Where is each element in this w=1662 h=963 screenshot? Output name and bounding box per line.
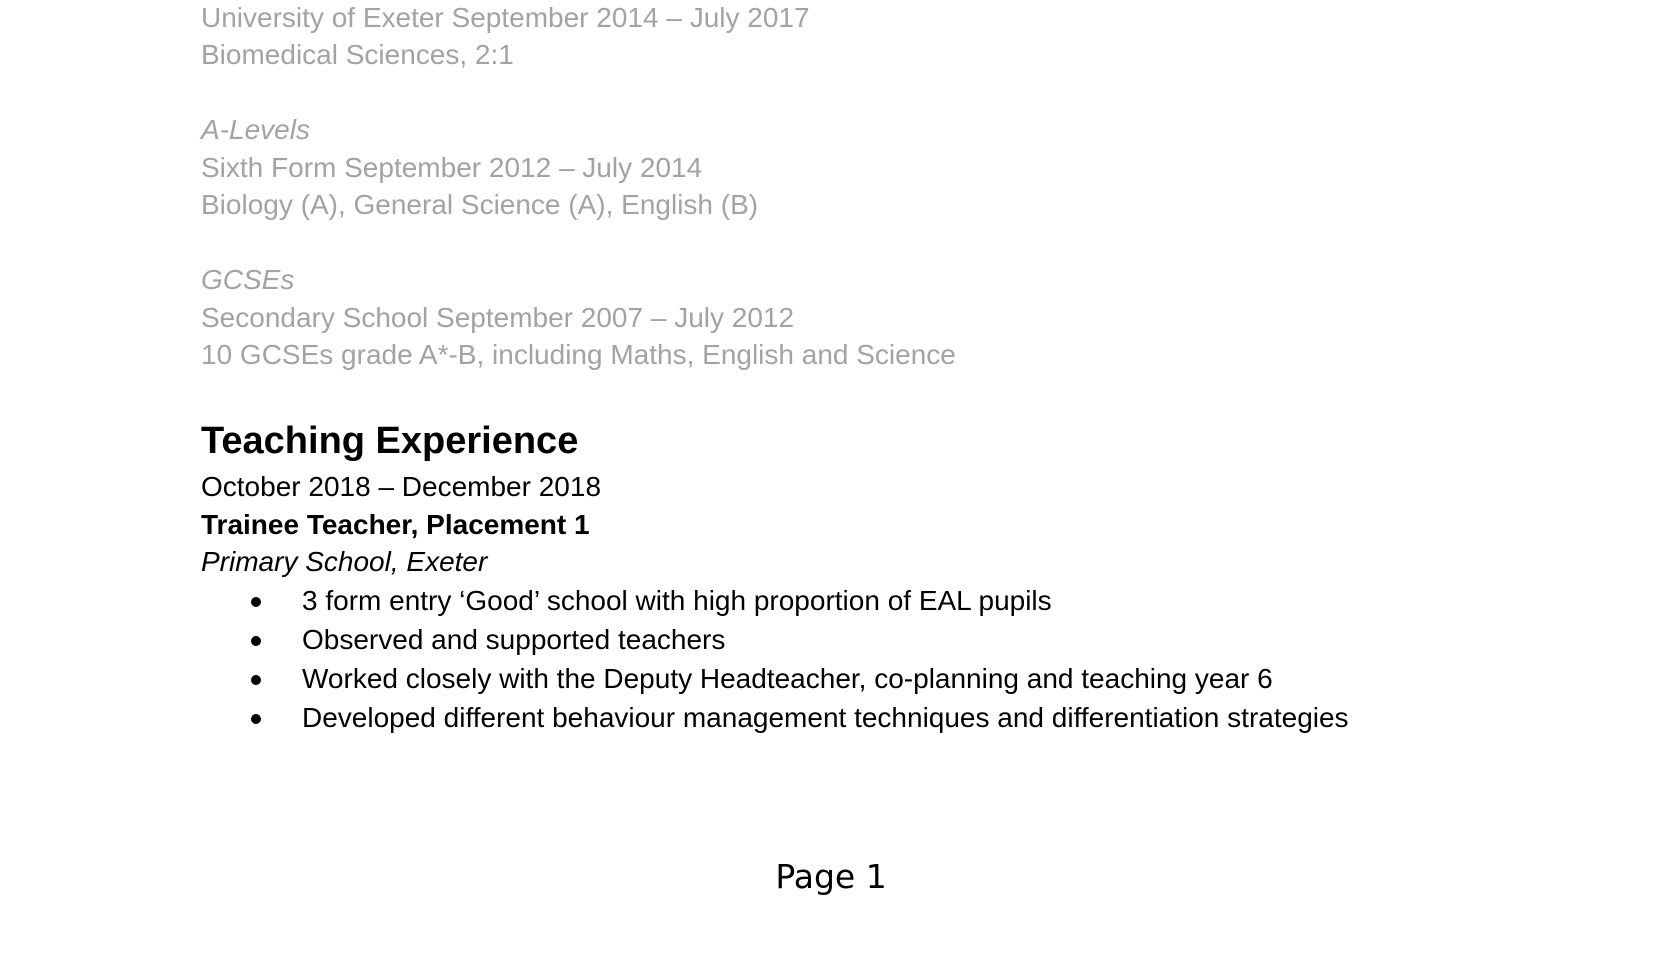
alevels-grades: Biology (A), General Science (A), English (B) [201,189,759,220]
bullet-icon [251,597,261,607]
gcses-grades: 10 GCSEs grade A*-B, including Maths, English and Science [201,339,956,370]
degree-institution: University of Exeter September 2014 – July 2017 [201,2,810,33]
list-item-text: Observed and supported teachers [302,624,726,655]
alevels-institution: Sixth Form September 2012 – July 2014 [201,152,703,183]
bullet-icon [251,675,261,685]
gcses-institution: Secondary School September 2007 – July 2012 [201,302,795,333]
bullet-icon [251,636,261,646]
alevels-title: A-Levels [201,114,310,145]
bullet-icon [251,714,261,724]
list-item-text: 3 form entry ‘Good’ school with high proportion of EAL pupils [302,585,1052,616]
page-number-footer: Page 1 [775,857,887,896]
degree-subject: Biomedical Sciences, 2:1 [201,39,514,70]
teaching-school: Primary School, Exeter [201,546,488,577]
teaching-experience-heading: Teaching Experience [201,420,579,462]
gcses-title: GCSEs [201,264,295,295]
teaching-role: Trainee Teacher, Placement 1 [201,509,590,540]
list-item-text: Worked closely with the Deputy Headteacher, co-planning and teaching year 6 [302,663,1273,694]
list-item-text: Developed different behaviour management techniques and differentiation strategies [302,702,1349,733]
teaching-dates: October 2018 – December 2018 [201,471,602,502]
